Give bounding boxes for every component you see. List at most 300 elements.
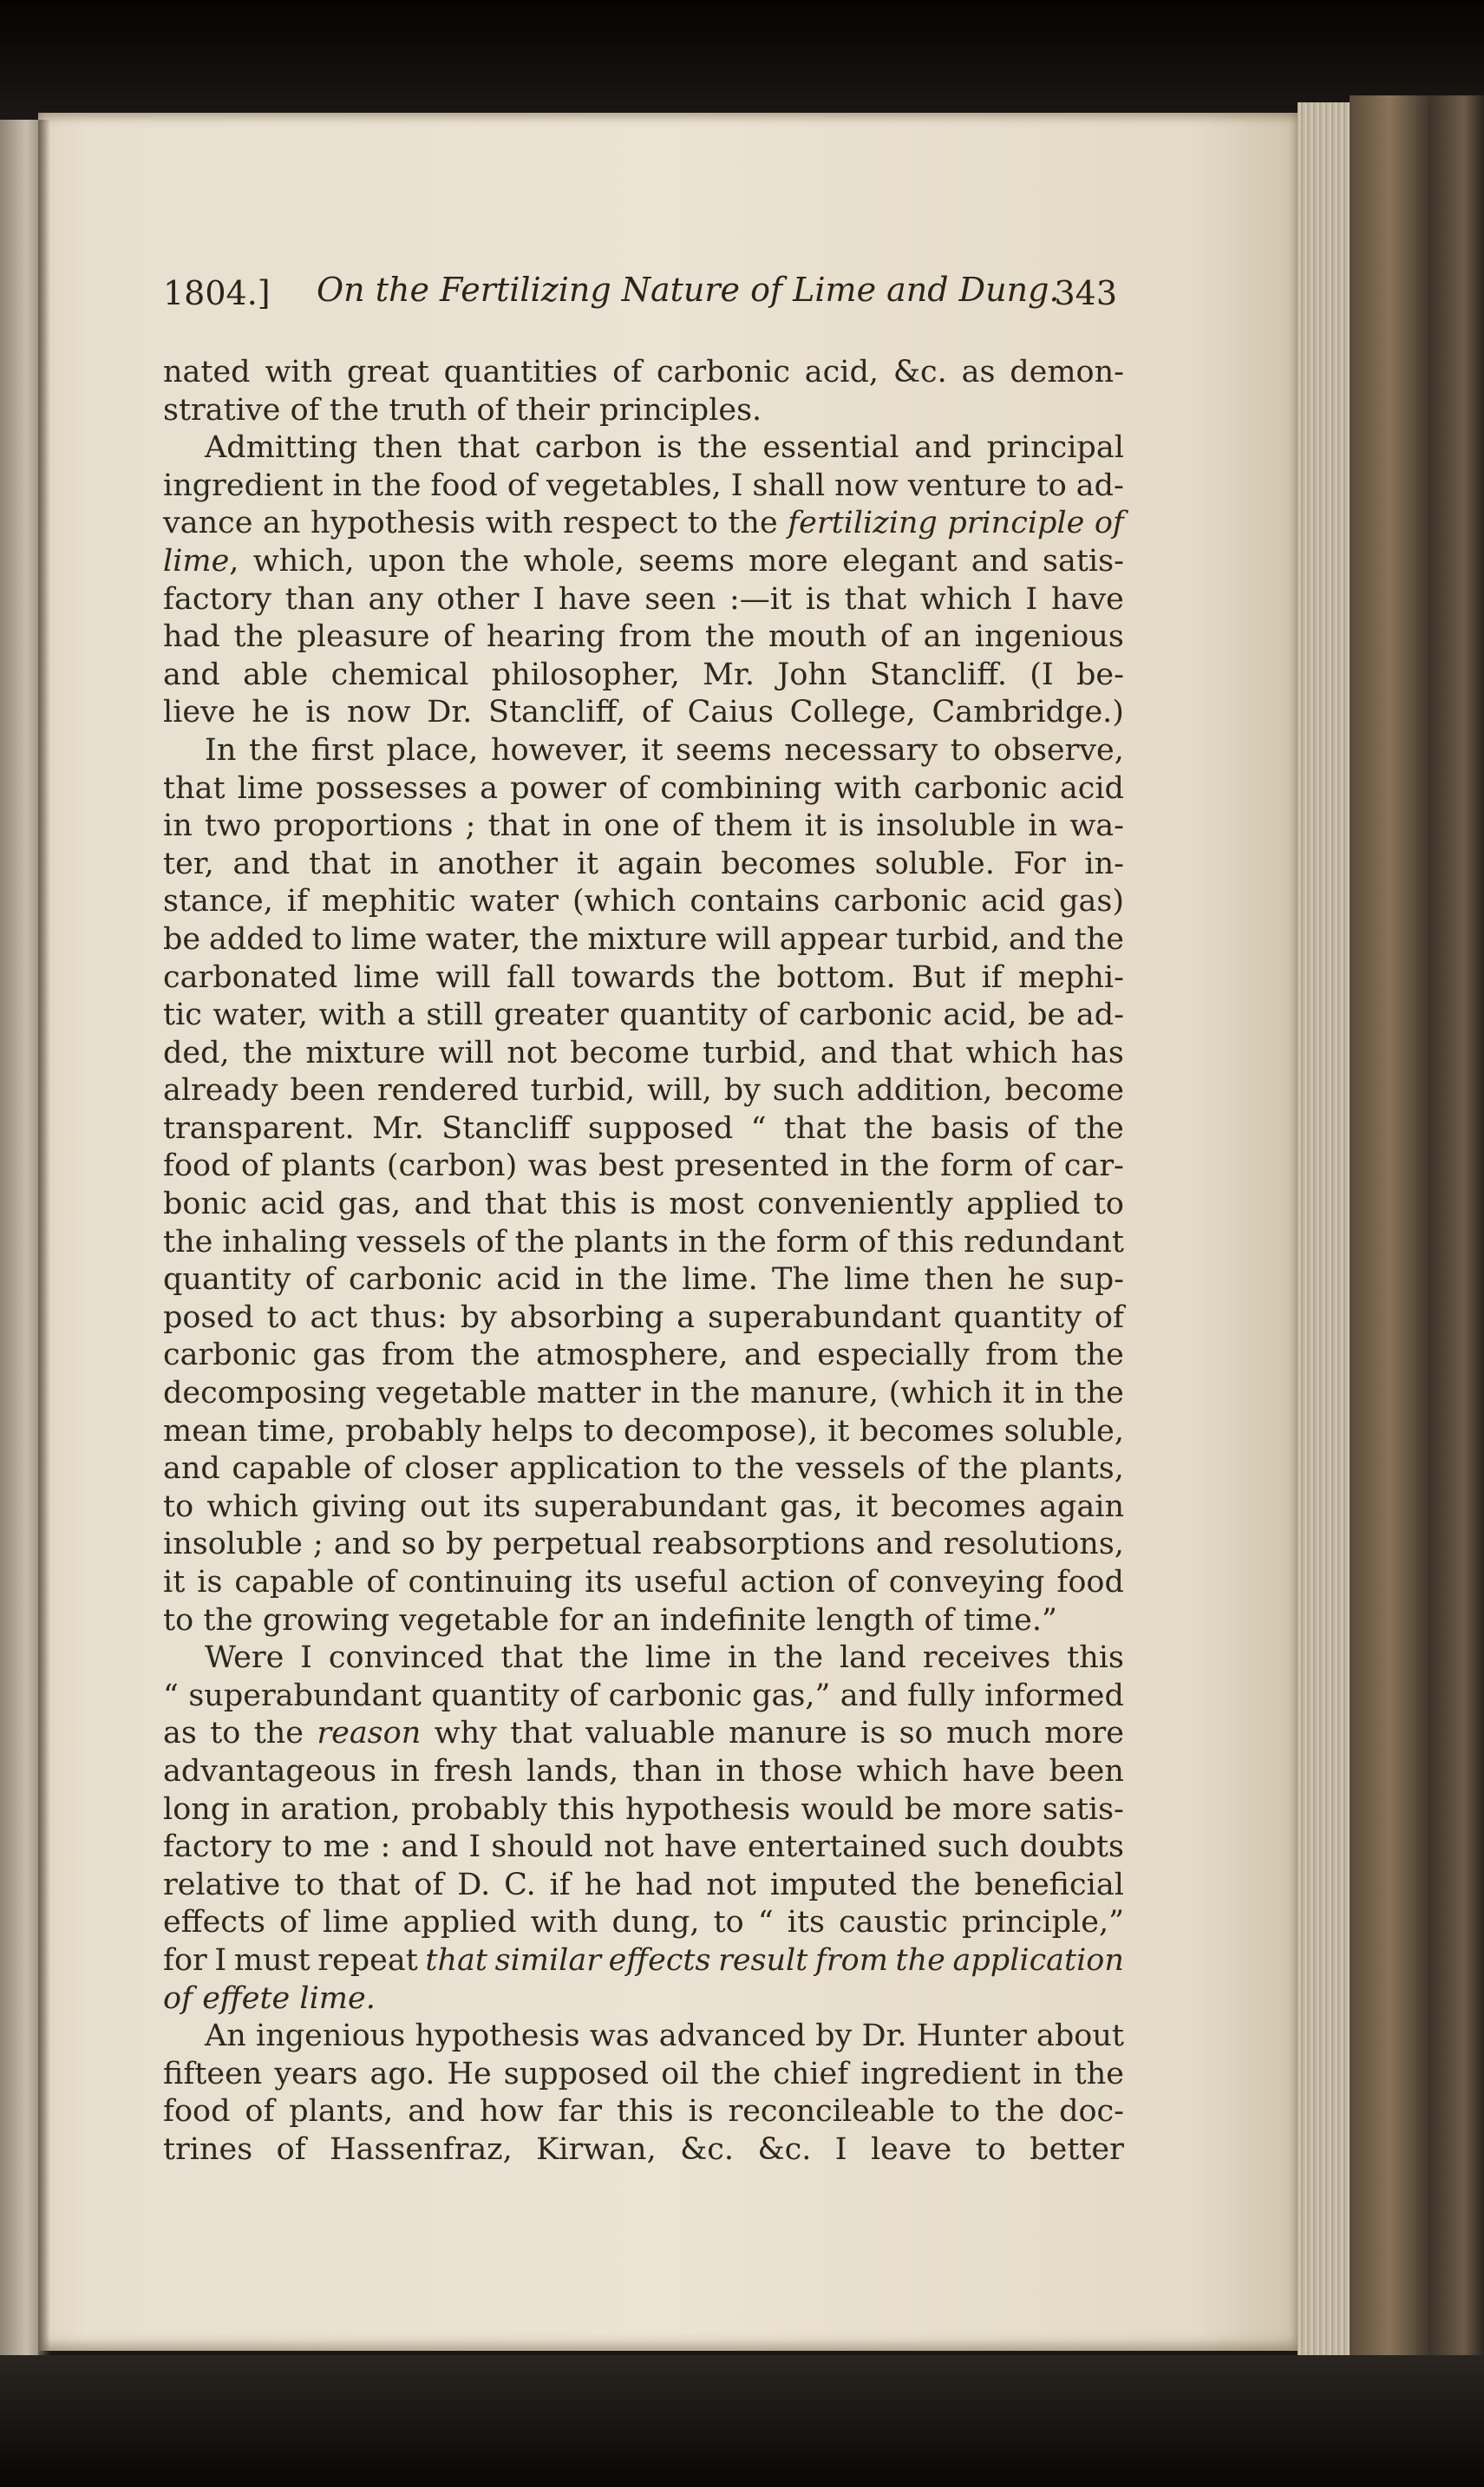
word: lands, [526, 1753, 619, 1789]
word: great [347, 355, 429, 389]
word: that [890, 1035, 953, 1070]
word: Stancliff [441, 1110, 571, 1146]
word: as [163, 1716, 197, 1751]
word: mixture [305, 1035, 426, 1070]
word: the [1074, 1376, 1124, 1411]
word: ad- [1075, 468, 1124, 503]
text-line [163, 657, 1124, 695]
word: than [284, 581, 355, 617]
word: in [677, 1224, 708, 1260]
word: satis- [1043, 543, 1124, 579]
word: factory [163, 1829, 272, 1865]
word: the [773, 1640, 824, 1676]
word: in [1032, 2056, 1062, 2091]
word: the [618, 1262, 669, 1298]
word: act [310, 1299, 358, 1335]
body-text [163, 354, 1124, 2170]
word: length [815, 1602, 915, 1638]
word: water, [425, 921, 521, 957]
word: gas, [337, 1187, 402, 1222]
word: carbonic [656, 355, 790, 389]
word: &c. [892, 355, 947, 389]
word: should [491, 1829, 594, 1865]
word: far [558, 2094, 602, 2130]
word: with [530, 1905, 598, 1941]
word: towards [571, 959, 696, 995]
word: for [163, 1942, 207, 1978]
word: thus: [369, 1299, 448, 1335]
text-line [163, 883, 1124, 921]
word: which [856, 1753, 949, 1789]
word: gas) [1059, 884, 1124, 920]
word: will [438, 1035, 494, 1070]
word: reason [317, 1716, 422, 1751]
text-line [163, 1072, 1124, 1110]
word: supposed [503, 2056, 650, 2091]
word: was [589, 2019, 650, 2054]
word: I [1025, 581, 1038, 617]
word: the [994, 2094, 1045, 2130]
word: food [1056, 1565, 1124, 1600]
word: conveniently [757, 1187, 953, 1222]
word: wa- [1069, 808, 1124, 844]
word: effete [202, 1980, 291, 2016]
word: food [163, 1149, 231, 1184]
top-shadow [0, 0, 1484, 121]
word: plants, [1019, 1451, 1124, 1487]
word: gas [312, 1338, 366, 1373]
word: lieve [163, 695, 236, 730]
word-gap [807, 1602, 816, 1640]
word: the [203, 1602, 253, 1638]
word: principal [986, 430, 1124, 466]
word: again [1039, 1489, 1124, 1524]
word: acid [1059, 770, 1124, 806]
word: of [304, 1262, 335, 1298]
word: capable [234, 1565, 355, 1600]
word: lime [353, 959, 420, 995]
word: stance, [163, 884, 273, 920]
word: food [163, 2094, 231, 2130]
word: this [558, 1791, 615, 1827]
word: rendered [376, 1073, 519, 1109]
word: it [804, 808, 827, 844]
word: about [1036, 2019, 1124, 2054]
word: not [507, 1035, 558, 1070]
word: by [723, 1073, 761, 1109]
word: from [618, 619, 692, 655]
word: carbon [534, 430, 642, 466]
word: useful [634, 1565, 729, 1600]
book-cover-edge [1350, 95, 1484, 2377]
word: it [163, 1565, 186, 1600]
word: of [641, 695, 671, 730]
word: its [787, 1905, 826, 1941]
word: satis- [1043, 1791, 1124, 1827]
word: doc- [1059, 2094, 1124, 2130]
word: the [248, 732, 299, 768]
word-gap [590, 392, 599, 430]
word: Stancliff. [869, 657, 1007, 692]
word: mixture [587, 921, 708, 957]
word: inhaling [222, 1224, 348, 1260]
word: (which [888, 1376, 993, 1411]
word: ; [465, 808, 476, 844]
word: the [459, 543, 510, 579]
word: (carbon) [386, 1149, 518, 1184]
word: by [815, 2019, 853, 2054]
word: in [163, 808, 193, 844]
word: to [1093, 1187, 1124, 1222]
text-line [163, 1375, 1124, 1413]
word: “ [163, 1678, 179, 1713]
word: in [840, 1149, 869, 1184]
word: most [669, 1187, 744, 1222]
word: of [618, 770, 649, 806]
word: giving [311, 1489, 407, 1524]
word: closer [404, 1451, 498, 1487]
word: more [749, 543, 828, 579]
word: of [880, 619, 911, 655]
word: seems [676, 732, 772, 768]
word: water [469, 884, 559, 920]
word: which [206, 1489, 299, 1524]
word: D. [457, 1867, 491, 1902]
word: had [635, 1867, 693, 1902]
text-line [163, 732, 1124, 770]
word: factory [163, 581, 272, 617]
word: trines [163, 2131, 253, 2167]
word: Stancliff, [488, 695, 626, 730]
word: resolutions, [943, 1527, 1124, 1562]
word: upon [368, 543, 446, 579]
word: Cambridge.) [932, 695, 1124, 730]
word: the [863, 1110, 914, 1146]
word: of [414, 1867, 444, 1902]
word: any [368, 581, 423, 617]
word: and [163, 1451, 220, 1487]
word: that [163, 770, 226, 806]
word: applied [966, 1187, 1081, 1222]
word: I [730, 468, 743, 503]
word: in [240, 1791, 271, 1827]
word-gap [379, 392, 389, 430]
word: John [777, 657, 847, 692]
word: have [962, 1753, 1036, 1789]
word: have [558, 581, 631, 617]
text-line [163, 392, 1124, 430]
word: is [630, 1187, 656, 1222]
word: possesses [316, 770, 467, 806]
word: matter [537, 1376, 641, 1411]
word: lime, [163, 543, 239, 579]
word: another [437, 846, 559, 881]
word: action [740, 1565, 835, 1600]
word: two [204, 808, 262, 844]
word: the [705, 619, 755, 655]
word: helps [491, 1413, 574, 1449]
word: soluble. [874, 846, 995, 881]
word: ; [312, 1527, 324, 1562]
word: me [323, 1829, 370, 1865]
word: those [759, 1753, 843, 1789]
running-title: On the Fertilizing Nature of Lime and Dung. [317, 271, 1060, 309]
word: respect [562, 506, 678, 541]
word: with [318, 998, 387, 1033]
word: becomes [891, 1489, 1026, 1524]
word: caustic [839, 1905, 948, 1941]
word: the [734, 1451, 785, 1487]
word: I [300, 1640, 312, 1676]
word: becomes [859, 1413, 995, 1449]
word: from [814, 1942, 888, 1978]
word: and [914, 430, 972, 466]
word: fall [507, 959, 556, 995]
word: effects [163, 1905, 265, 1941]
word: he [584, 1867, 622, 1902]
word-gap [290, 1980, 299, 2019]
word: first [311, 732, 374, 768]
word: plants [281, 1149, 376, 1184]
word: I [533, 581, 546, 617]
word: was [527, 1149, 588, 1184]
word: tic [163, 998, 202, 1033]
word: of [1027, 1110, 1057, 1146]
word: an [923, 619, 962, 655]
text-line [163, 1261, 1124, 1299]
word: fifteen [163, 2056, 263, 2091]
word: dung, [611, 1905, 700, 1941]
word-gap [506, 392, 515, 430]
word: and [163, 657, 220, 692]
word-gap [280, 392, 290, 430]
word: time, [257, 1413, 336, 1449]
word: the [690, 1376, 741, 1411]
word: applied [402, 1905, 517, 1941]
word: such [937, 1829, 1010, 1865]
word: “ [750, 1110, 767, 1146]
page-number: 343 [1054, 274, 1117, 312]
word: conveying [888, 1565, 1045, 1600]
bottom-shadow [0, 2355, 1484, 2487]
word: this [897, 1224, 955, 1260]
word: if [549, 1867, 571, 1902]
text-line [163, 846, 1124, 884]
word: of [1094, 506, 1124, 541]
word: lime [237, 770, 304, 806]
word: form [775, 1224, 849, 1260]
text-line [163, 1299, 1124, 1338]
word: of [612, 355, 643, 389]
text-line [163, 1148, 1124, 1186]
word: from [985, 1338, 1059, 1373]
word: which, [252, 543, 355, 579]
word: that [500, 1640, 563, 1676]
word: of [476, 392, 507, 428]
word: application [952, 1942, 1124, 1978]
word: the [728, 506, 778, 541]
word: the [579, 1640, 629, 1676]
word: fresh [434, 1753, 513, 1789]
word: insoluble [163, 1527, 303, 1562]
word: truth [389, 392, 467, 428]
word: the [710, 959, 762, 995]
word: mephi- [1018, 959, 1124, 995]
text-line [163, 1753, 1124, 1791]
word: growing [262, 1602, 390, 1638]
word: reconcileable [728, 2094, 936, 2130]
word: ter, [163, 846, 214, 881]
word: again [617, 846, 703, 881]
word: it [641, 732, 664, 768]
word: soluble, [1003, 1413, 1124, 1449]
word: mephitic [321, 884, 456, 920]
word: in [1035, 1376, 1064, 1411]
word: posed [163, 1299, 254, 1335]
text-line [163, 1829, 1124, 1867]
word: to [687, 506, 718, 541]
word: land [839, 1640, 906, 1676]
word: to [163, 1602, 194, 1638]
word: &c. [680, 2131, 735, 2167]
word: superabundant [533, 1489, 768, 1524]
word: with [834, 770, 902, 806]
word: an [263, 506, 301, 541]
word: ingredient [860, 2056, 1021, 2091]
word: hearing [486, 619, 605, 655]
word: will [435, 959, 491, 995]
word-gap [549, 1602, 559, 1640]
word: of [443, 619, 474, 655]
word: its [585, 1565, 623, 1600]
word: (I [1030, 657, 1054, 692]
word: with [485, 506, 553, 541]
word: in [650, 1376, 681, 1411]
word: superabundant [188, 1678, 422, 1713]
word: must [233, 1942, 311, 1978]
word: becomes [721, 846, 856, 881]
word: a [677, 1299, 696, 1335]
text-line [163, 1413, 1124, 1451]
word: supposed [587, 1110, 734, 1146]
word: that [425, 1942, 487, 1978]
word: doubts [1019, 1829, 1124, 1865]
word: manure [729, 1716, 847, 1751]
word: pleasure [297, 619, 430, 655]
word: a [396, 998, 415, 1033]
word: and [232, 846, 291, 881]
text-line [163, 1186, 1124, 1224]
word: years [274, 2056, 358, 2091]
word: hypothesis [310, 506, 476, 541]
word: lime. [299, 1980, 376, 2016]
word: plants, [289, 2094, 394, 2130]
word: of [924, 1602, 954, 1638]
word: to [294, 1867, 325, 1902]
word: now [834, 468, 899, 503]
text-line [163, 1715, 1124, 1753]
word: the [1074, 1110, 1124, 1146]
word: if [286, 884, 308, 920]
word: manure, [750, 1376, 879, 1411]
word: more [1044, 1716, 1124, 1751]
word: in [562, 808, 592, 844]
word: gas, [780, 1489, 843, 1524]
word: in [574, 1262, 605, 1298]
word: &c. [757, 2131, 812, 2167]
text-line [163, 1602, 1124, 1640]
word: much [945, 1716, 1031, 1751]
word: that [783, 1110, 847, 1146]
word: be [1028, 998, 1066, 1033]
word: elegant [842, 543, 958, 579]
word: application [509, 1451, 681, 1487]
word: absorbing [509, 1299, 664, 1335]
word: to [210, 1716, 241, 1751]
word: been [290, 1073, 365, 1109]
previous-page-edge [0, 120, 38, 2358]
word: water, [212, 998, 309, 1033]
word: ded, [163, 1035, 230, 1070]
text-line [163, 997, 1124, 1035]
word: of [290, 392, 320, 428]
word: presented [674, 1149, 829, 1184]
word: been [1049, 1753, 1124, 1789]
word: ago. [369, 2056, 435, 2091]
word: For [1013, 846, 1066, 881]
word: of [569, 1678, 599, 1713]
word: other [436, 581, 520, 617]
word: indefinite [659, 1602, 807, 1638]
word: ingenious [974, 619, 1124, 655]
text-line [163, 770, 1124, 808]
word: carbonated [163, 959, 338, 995]
word: the [371, 468, 422, 503]
word: acid, [804, 355, 879, 389]
word: of [1023, 1149, 1054, 1184]
word: in [728, 1640, 757, 1676]
word: it [827, 1413, 850, 1449]
word: Hassenfraz, [330, 2131, 513, 2167]
word: shall [752, 468, 826, 503]
text-line [163, 921, 1124, 959]
word: of [163, 1980, 193, 2016]
word: acid [260, 1187, 325, 1222]
word: principles. [599, 392, 762, 428]
word: convinced [328, 1640, 485, 1676]
text-line [163, 354, 1124, 392]
word: to [1036, 468, 1067, 503]
text-line [163, 543, 1124, 581]
word: for [559, 1602, 604, 1638]
word: in [332, 468, 363, 503]
word: which [965, 1035, 1058, 1070]
text-line [163, 1110, 1124, 1149]
word: time.” [963, 1602, 1057, 1638]
word: ad- [1075, 998, 1124, 1033]
word: that [308, 846, 371, 881]
word: contains [690, 884, 820, 920]
word: form [940, 1149, 1014, 1184]
word: I [834, 2131, 847, 2167]
word: receives [922, 1640, 1051, 1676]
word: not [706, 1867, 756, 1902]
word: mean [163, 1413, 248, 1449]
text-line [163, 959, 1124, 998]
word: quantities [443, 355, 598, 389]
word: quantity [953, 1299, 1082, 1335]
word: if [981, 959, 1003, 995]
